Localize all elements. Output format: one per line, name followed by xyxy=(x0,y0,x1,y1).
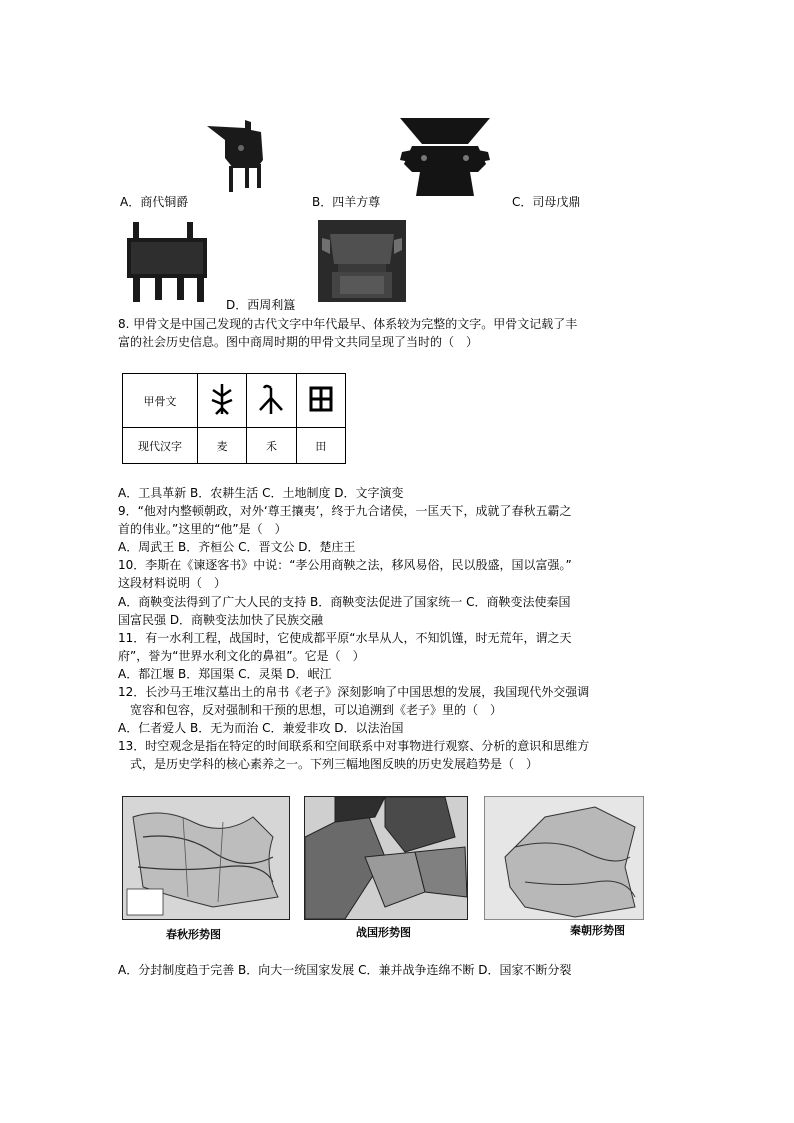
oracle-glyph-mai xyxy=(198,374,247,428)
oracle-glyph-tian xyxy=(296,374,345,428)
q13-options[interactable]: A．分封制度趋于完善 B．向大一统国家发展 C．兼并战争连绵不断 D．国家不断分裂 xyxy=(118,963,572,977)
modern-char-tian: 田 xyxy=(296,428,345,464)
q13-stem-line1: 13．时空观念是指在特定的时间联系和空间联系中对事物进行观察、分析的意识和思维方 xyxy=(118,739,590,753)
q11-stem-line1: 11．有一水利工程，战国时，它使成都平原“水旱从人，不知饥馑，时无荒年，谓之天 xyxy=(118,631,572,645)
q7-option-b[interactable]: B．四羊方尊 xyxy=(312,195,381,209)
q12-stem-line2: 宽容和包容，反对强制和干预的思想，可以追溯到《老子》里的（ ） xyxy=(130,703,503,717)
oracle-bone-row-label: 甲骨文 xyxy=(123,374,198,428)
q8-stem-line1: 8. 甲骨文是中国己发现的古代文字中年代最早、体系较为完整的文字。甲骨文记载了丰 xyxy=(118,317,578,331)
q8-stem-line2: 富的社会历史信息。图中商周时期的甲骨文共同呈现了当时的（ ） xyxy=(118,335,479,349)
q9-options[interactable]: A．周武王 B．齐桓公 C．晋文公 D．楚庄王 xyxy=(118,540,356,554)
q10-options-line1[interactable]: A．商鞅变法得到了广大人民的支持 B．商鞅变法促进了国家统一 C．商鞅变法使秦国 xyxy=(118,595,571,609)
qin-dynasty-map-caption: 秦朝形势图 xyxy=(570,924,625,937)
q13-stem-line2: 式，是历史学科的核心素养之一。下列三幅地图反映的历史发展趋势是（ ） xyxy=(130,757,539,771)
spring-autumn-map xyxy=(122,796,290,920)
q12-options[interactable]: A．仁者爱人 B．无为而治 C．兼爱非攻 D．以法治国 xyxy=(118,721,404,735)
bronze-jue-image xyxy=(205,118,275,194)
q8-options[interactable]: A．工具革新 B．农耕生活 C．土地制度 D．文字演变 xyxy=(118,486,404,500)
q11-options[interactable]: A．都江堰 B．郑国渠 C．灵渠 D．岷江 xyxy=(118,667,332,681)
qin-dynasty-map xyxy=(484,796,644,920)
q9-stem-line1: 9．“他对内整顿朝政，对外‘尊王攘夷’，终于九合诸侯，一匡天下，成就了春秋五霸之 xyxy=(118,504,572,518)
four-ram-square-zun-image xyxy=(398,116,492,198)
modern-char-row-label: 现代汉字 xyxy=(123,428,198,464)
warring-states-map-caption: 战国形势图 xyxy=(356,926,411,939)
warring-states-map xyxy=(304,796,468,920)
modern-char-mai: 麦 xyxy=(198,428,247,464)
q10-stem-line1: 10．李斯在《谏逐客书》中说：“孝公用商鞅之法，移风易俗，民以殷盛，国以富强。” xyxy=(118,558,572,572)
spring-autumn-map-caption: 春秋形势图 xyxy=(166,928,221,941)
oracle-glyph-he xyxy=(247,374,296,428)
q9-stem-line2: 首的伟业。”这里的“他”是（ ） xyxy=(118,522,287,536)
oracle-bone-table xyxy=(122,373,346,464)
q11-stem-line2: 府”，誉为“世界水利文化的鼻祖”。它是（ ） xyxy=(118,649,365,663)
modern-char-he: 禾 xyxy=(247,428,296,464)
q7-option-c[interactable]: C．司母戊鼎 xyxy=(512,195,581,209)
q10-stem-line2: 这段材料说明（ ） xyxy=(118,576,227,590)
q7-option-d[interactable]: D．西周利簋 xyxy=(226,298,296,312)
q12-stem-line1: 12．长沙马王堆汉墓出土的帛书《老子》深刻影响了中国思想的发展，我国现代外交强调 xyxy=(118,685,590,699)
q10-options-line2[interactable]: 国富民强 D．商鞅变法加快了民族交融 xyxy=(118,613,324,627)
simuwu-ding-image xyxy=(125,222,211,304)
q7-option-a[interactable]: A．商代铜爵 xyxy=(120,195,189,209)
li-gui-image xyxy=(318,220,406,302)
